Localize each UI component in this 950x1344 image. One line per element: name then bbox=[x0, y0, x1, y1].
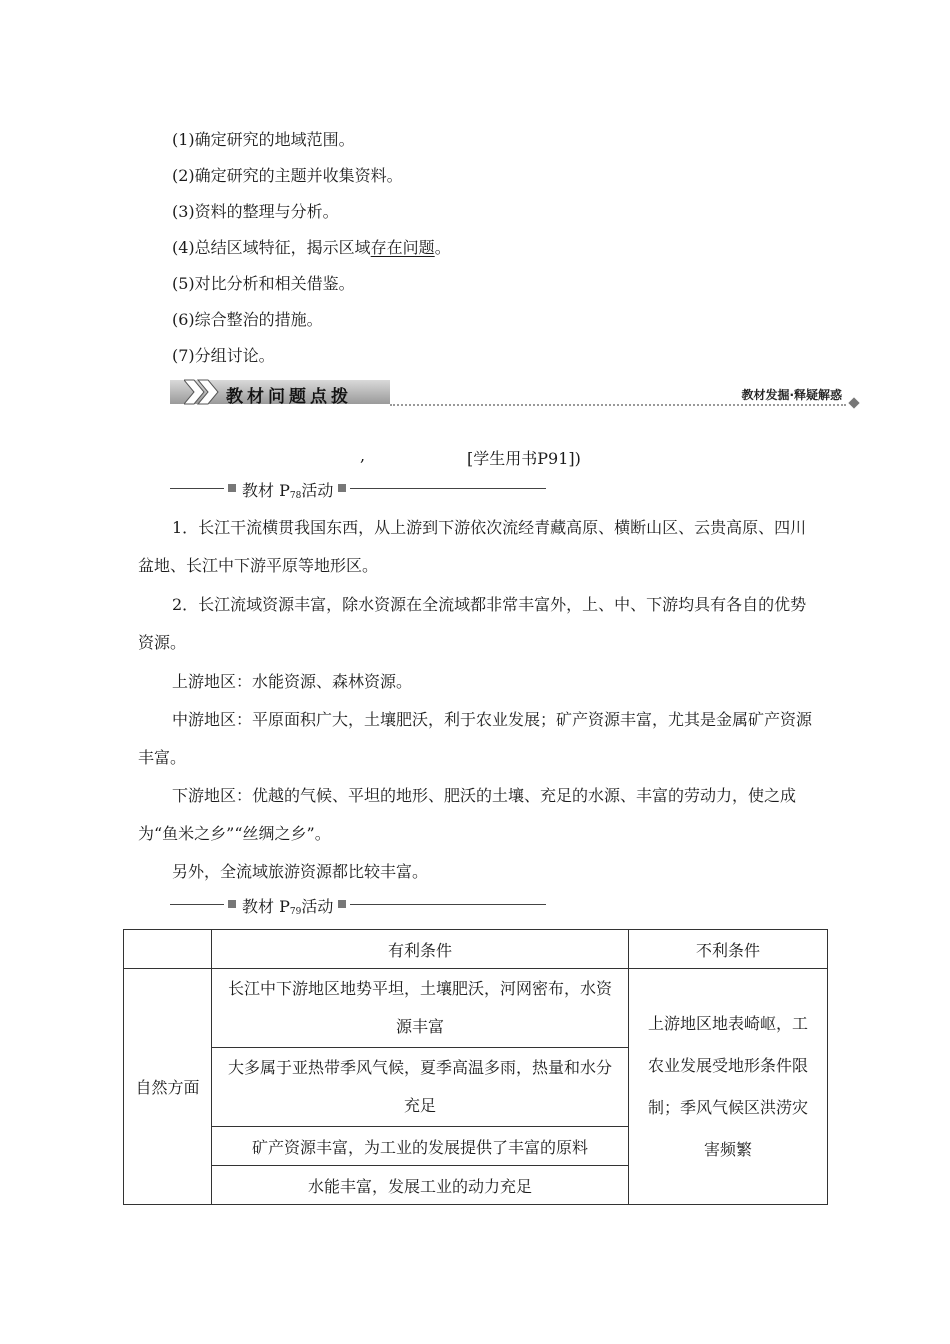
paragraph-3: 上游地区：水能资源、森林资源。 bbox=[172, 672, 413, 691]
unfavorable-cell: 上游地区地表崎岖，工农业发展受地形条件限制；季风气候区洪涝灾害频繁 bbox=[629, 969, 828, 1205]
section-title: 教材 $P_{78}$活动 bbox=[242, 481, 334, 501]
section-header-p79 bbox=[170, 894, 546, 917]
section-title: 教材 $P_{79}$活动 bbox=[242, 897, 334, 917]
favorable-1: 长江中下游地区地势平坦，土壤肥沃，河网密布，水资源丰富 bbox=[212, 969, 629, 1048]
diamond-icon bbox=[848, 397, 859, 408]
table-header-row bbox=[124, 930, 828, 969]
step-4-text: (4)总结区域特征，揭示区域 bbox=[172, 238, 371, 257]
square-icon bbox=[338, 484, 346, 492]
rule-left bbox=[170, 488, 224, 489]
rule-right bbox=[350, 488, 546, 489]
rule-left bbox=[170, 904, 224, 905]
banner-subtitle: 教材发掘·释疑解惑 bbox=[741, 388, 842, 402]
banner-dotted-line bbox=[390, 404, 846, 406]
paragraph-6: 另外，全流域旅游资源都比较丰富。 bbox=[172, 862, 429, 881]
header-blank bbox=[124, 930, 212, 969]
step-4-underlined: 存在问题 bbox=[370, 238, 435, 257]
square-icon bbox=[338, 900, 346, 908]
step-4-end: 。 bbox=[434, 238, 451, 257]
step-7: (7)分组讨论。 bbox=[172, 346, 275, 365]
step-4 bbox=[172, 235, 451, 258]
paragraph-5: 下游地区：优越的气候、平坦的地形、肥沃的土壤、充足的水源、丰富的劳动力，使之成为“鱼米之乡”“丝绸之乡”。 bbox=[138, 786, 797, 843]
favorable-4: 水能丰富，发展工业的动力充足 bbox=[212, 1166, 629, 1205]
paragraph-4: 中游地区：平原面积广大，土壤肥沃，利于农业发展；矿产资源丰富，尤其是金属矿产资源丰富。 bbox=[138, 710, 813, 767]
step-2: (2)确定研究的主题并收集资料。 bbox=[172, 166, 403, 185]
ref-text: [学生用书P91]) bbox=[467, 449, 581, 468]
ref-comma: , bbox=[360, 446, 366, 465]
table-row bbox=[124, 969, 828, 1048]
banner-title: 教材问题点拨 bbox=[226, 387, 352, 407]
section-header-p78 bbox=[170, 478, 546, 501]
conditions-table bbox=[123, 929, 828, 1205]
row-label: 自然方面 bbox=[124, 969, 212, 1205]
paragraph-1: 1．长江干流横贯我国东西，从上游到下游依次流经青藏高原、横断山区、云贵高原、四川盆地、长江中下游平原等地形区。 bbox=[138, 518, 807, 575]
paragraph-2: 2．长江流域资源丰富，除水资源在全流域都非常丰富外，上、中、下游均具有各自的优势资源。 bbox=[138, 595, 807, 652]
step-5: (5)对比分析和相关借鉴。 bbox=[172, 274, 355, 293]
square-icon bbox=[228, 484, 236, 492]
favorable-3: 矿产资源丰富，为工业的发展提供了丰富的原料 bbox=[212, 1127, 629, 1166]
rule-right bbox=[350, 904, 546, 905]
header-unfavorable: 不利条件 bbox=[629, 930, 828, 969]
favorable-2: 大多属于亚热带季风气候，夏季高温多雨，热量和水分充足 bbox=[212, 1048, 629, 1127]
square-icon bbox=[228, 900, 236, 908]
header-favorable: 有利条件 bbox=[212, 930, 629, 969]
step-6: (6)综合整治的措施。 bbox=[172, 310, 323, 329]
step-3: (3)资料的整理与分析。 bbox=[172, 202, 339, 221]
chevron-icon bbox=[184, 378, 224, 406]
section-banner bbox=[170, 378, 862, 410]
step-1: (1)确定研究的地域范围。 bbox=[172, 130, 355, 149]
